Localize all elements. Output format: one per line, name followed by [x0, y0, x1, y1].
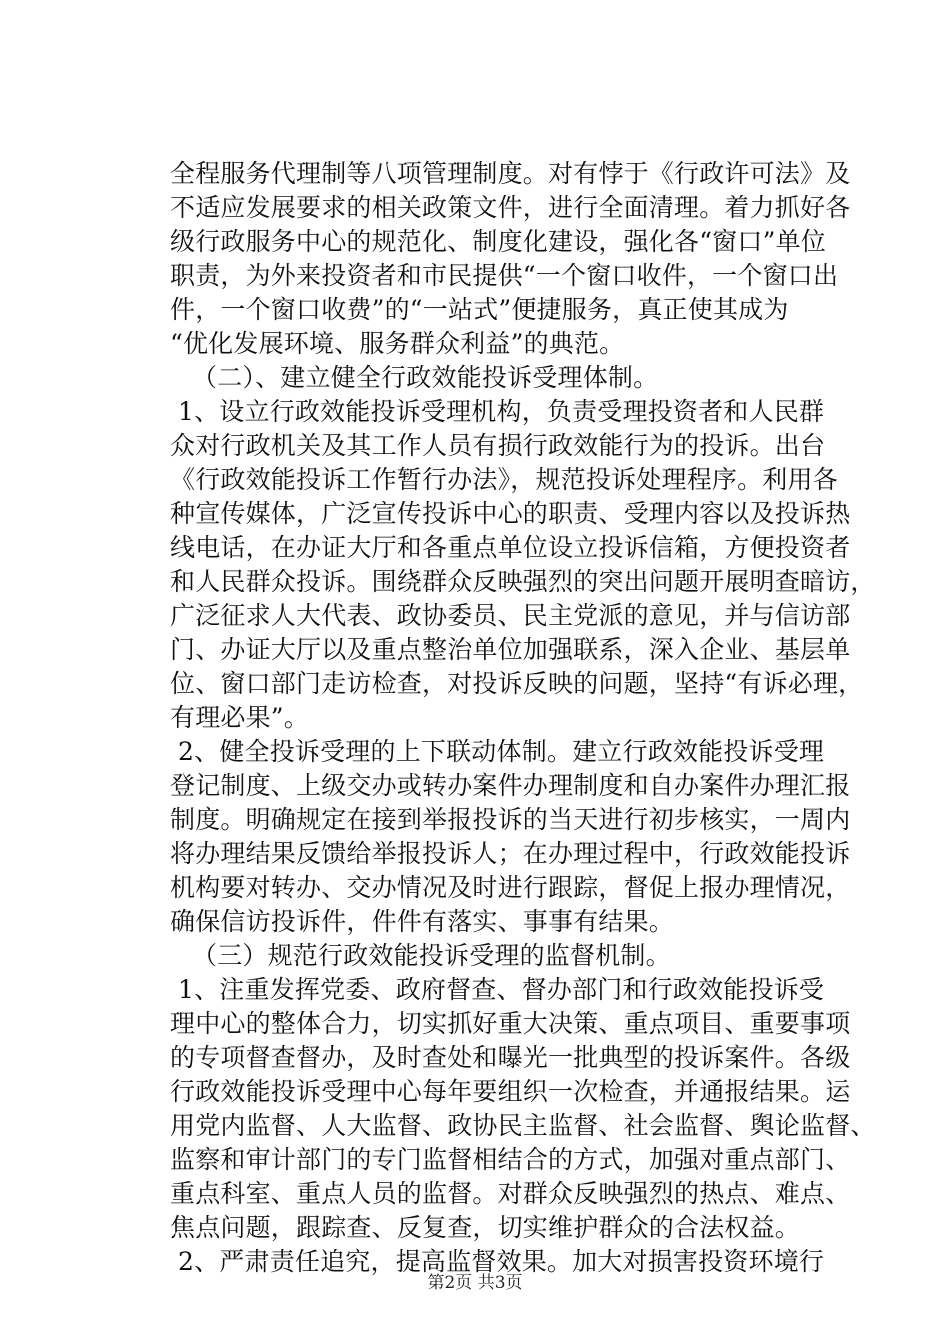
text-line: 众对行政机关及其工作人员有损行政效能行为的投诉。出台	[170, 431, 826, 460]
text-line: 行政效能投诉受理中心每年要组织一次检查，并通报结果。运	[170, 1077, 851, 1106]
text-line: 监察和审计部门的专门监督相结合的方式，加强对重点部门、	[170, 1145, 851, 1174]
text-line: 件，一个窗口收费”的“一站式”便捷服务，真正使其成为	[170, 295, 789, 324]
text-line: 种宣传媒体，广泛宣传投诉中心的职责、受理内容以及投诉热	[170, 499, 851, 528]
text-line: 线电话，在办证大厅和各重点单位设立投诉信箱，方便投资者	[170, 533, 851, 562]
paragraph-start: 1、注重发挥党委、政府督查、督办部门和行政效能投诉受	[178, 975, 825, 1004]
text-line: 门、办证大厅以及重点整治单位加强联系，深入企业、基层单	[170, 635, 851, 664]
paragraph-start: 2、健全投诉受理的上下联动体制。建立行政效能投诉受理	[178, 737, 825, 766]
text-line: 全程服务代理制等八项管理制度。对有悖于《行政许可法》及	[170, 159, 851, 188]
page-number-label: 第2页 共3页	[427, 1273, 523, 1293]
page-footer	[0, 1268, 950, 1293]
text-line: 职责，为外来投资者和市民提供“一个窗口收件，一个窗口出	[170, 261, 839, 290]
text-line: 有理必果”。	[170, 703, 309, 732]
section-heading: （三）规范行政效能投诉受理的监督机制。	[192, 941, 671, 970]
text-line: 重点科室、重点人员的监督。对群众反映强烈的热点、难点、	[170, 1179, 851, 1208]
text-line: 登记制度、上级交办或转办案件办理制度和自办案件办理汇报	[170, 771, 851, 800]
text-line: 级行政服务中心的规范化、制度化建设，强化各“窗口”单位	[170, 227, 826, 256]
section-heading: （二）、建立健全行政效能投诉受理体制。	[192, 363, 659, 392]
text-line: 用党内监督、人大监督、政协民主监督、社会监督、舆论监督、	[170, 1111, 876, 1140]
text-line: 不适应发展要求的相关政策文件，进行全面清理。着力抓好各	[170, 193, 851, 222]
text-line: “优化发展环境、服务群众利益”的典范。	[170, 329, 625, 358]
text-line: 《行政效能投诉工作暂行办法》，规范投诉处理程序。利用各	[170, 465, 838, 494]
text-line: 制度。明确规定在接到举报投诉的当天进行初步核实，一周内	[170, 805, 851, 834]
text-line: 确保信访投诉件，件件有落实、事事有结果。	[170, 907, 675, 936]
text-line: 理中心的整体合力，切实抓好重大决策、重点项目、重要事项	[170, 1009, 851, 1038]
text-line: 广泛征求人大代表、政协委员、民主党派的意见，并与信访部	[170, 601, 851, 630]
text-line: 和人民群众投诉。围绕群众反映强烈的突出问题开展明查暗访，	[170, 567, 876, 596]
paragraph-start: 1、设立行政效能投诉受理机构，负责受理投资者和人民群	[178, 397, 825, 426]
text-line: 位、窗口部门走访检查，对投诉反映的问题，坚持“有诉必理，	[170, 669, 864, 698]
text-line: 焦点问题，跟踪查、反复查，切实维护群众的合法权益。	[170, 1213, 801, 1242]
paragraph-start: 2、严肃责任追究，提高监督效果。加大对损害投资环境行	[178, 1247, 825, 1276]
document-body	[170, 157, 876, 1279]
text-line: 的专项督查督办，及时查处和曝光一批典型的投诉案件。各级	[170, 1043, 851, 1072]
text-line: 将办理结果反馈给举报投诉人；在办理过程中，行政效能投诉	[170, 839, 851, 868]
text-line: 机构要对转办、交办情况及时进行跟踪，督促上报办理情况，	[170, 873, 851, 902]
